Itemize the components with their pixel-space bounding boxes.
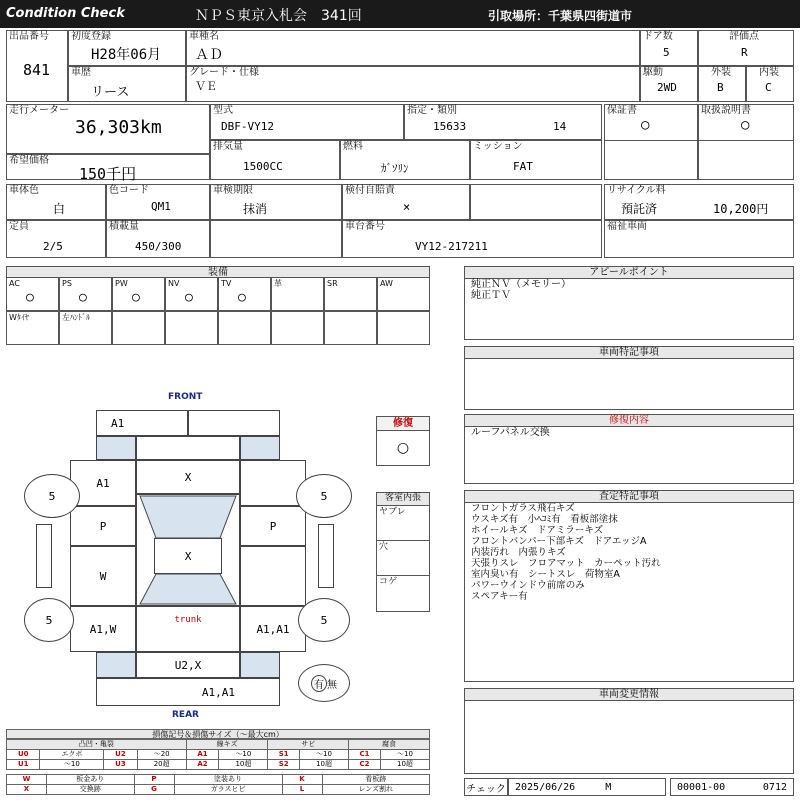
cabin-item: 穴 [377,541,429,576]
mileage-cell [6,104,210,154]
inspection-line: 室内臭い有 シートスレ 荷物室A [471,569,620,580]
trans-cell [470,140,602,180]
repair-value: ○ [396,440,410,456]
chassis-cell [342,220,602,258]
model-cell [186,30,640,66]
doors-value: 5 [663,46,670,59]
equip-cell [59,277,112,311]
auction-name: ＮＰＳ東京入札会 341回 [195,8,362,24]
cabin-title: 客室内張 [377,493,429,506]
drive-value: 2WD [657,81,677,94]
special-title: 車両特記事項 [465,347,793,359]
footer-num: 0712 [762,781,787,793]
ccode-cell [106,184,210,220]
equip-row-1 [6,277,430,311]
fuel-label: 燃料 [343,141,363,152]
footer-code [670,778,794,796]
int-label: 内装 [759,67,779,78]
equip-cell [165,277,218,311]
inspection-line: 内装汚れ 内張りキズ [471,547,566,558]
legend-row: X 交換跡 G ガラスヒビ L レンズ割れ [7,785,430,795]
equip-value: ○ [79,290,87,305]
legend-row: U1 〜10 U3 20超 A2 10超 S2 10超 C2 10超 [7,760,430,770]
type-value: DBF-VY12 [221,120,274,133]
equip-key: PW [115,279,128,288]
spare-no: 無 [327,679,337,691]
equip-cell [112,311,165,345]
right-front-door: P [240,506,306,546]
insure-label: 検付自賠責 [345,185,395,196]
inspect-label: 車検期限 [213,185,253,196]
color-cell [6,184,106,220]
tire-front-right: 5 [296,474,352,518]
recycle-status: 預託済 [621,202,658,216]
warranty-label: 保証書 [607,105,637,116]
left-front-door: P [70,506,136,546]
history-label: 車歴 [71,67,91,78]
manual-cell [698,104,794,180]
footer-mark: M [605,781,612,793]
inspection-line: フロントバンパー下部キズ ドアエッジA [471,536,647,547]
cert-label: 指定・類別 [407,105,457,116]
appeal-title: アピールポイント [465,267,793,279]
legend-row: U0 エクボ U2 〜20 A1 〜10 S1 〜10 C1 〜10 [7,750,430,760]
fuel-cell [340,140,470,180]
equipment-grid [6,277,430,345]
footer-date [508,778,666,796]
trans-label: ミッション [473,141,523,152]
price-value: 150千円 [79,165,137,183]
doors-cell [640,30,698,66]
load-cell [106,220,210,258]
drive-label: 駆動 [643,67,663,78]
cert-value-2: 14 [553,120,567,133]
spare-tire-indicator [298,664,350,702]
tire-front-left: 5 [24,474,80,518]
recycle-cell [604,184,794,220]
history-value: リース [91,85,130,100]
load-label: 積載量 [109,221,139,232]
price-label: 希望価格 [9,155,49,166]
equip-key: NV [168,279,180,288]
model-value: ＡＤ [195,47,223,63]
drive-cell [640,66,698,102]
left-rear-door: W [70,546,136,606]
rear-bumper: A1,A1 [96,678,280,706]
equip-cell [6,277,59,311]
repair-detail-box [464,414,794,484]
manual-label: 取扱説明書 [701,105,751,116]
inspection-line: ウスキズ有 小ﾍｺﾐ有 看板部塗抹 [471,514,618,525]
score-value: R [741,46,748,59]
ext-cell [698,66,746,102]
tire-rear-right: 5 [298,598,350,642]
equip-cell [59,311,112,345]
warranty-value: ○ [641,117,650,133]
front-panel [136,436,240,460]
insure-value: × [403,200,411,214]
footer-check: チェック [464,778,508,796]
score-label: 評価点 [729,31,759,42]
inspection-line: 天張りスレ フロアマット カーペット汚れ [471,558,661,569]
capacity-label: 定員 [9,221,29,232]
cert-value-1: 15633 [433,120,467,133]
equip-cell [218,311,271,345]
changes-title: 車両変更情報 [465,689,793,701]
equip-key: AC [9,279,20,288]
disp-label: 排気量 [213,141,243,152]
legend-table [6,739,430,770]
capacity-value: 2/5 [43,240,63,253]
inspect-value: 抹消 [243,202,268,216]
type-cell [210,104,404,140]
equip-cell [377,277,430,311]
left-mirror [36,524,52,588]
load-value: 450/300 [135,240,182,253]
inspection-line: パワーウインドウ前席のみ [471,580,585,591]
chassis-label: 車台番号 [345,221,385,232]
hood: X [136,460,240,494]
repair-detail-title: 修復内容 [465,415,793,427]
equip-row-2 [6,311,430,345]
equip-cell [165,311,218,345]
score-cell [698,30,794,66]
right-taillight [240,652,280,678]
spare-yes: 有 [311,675,327,692]
ccode-label: 色コード [109,185,149,196]
trunk-label: trunk [174,615,202,625]
equip-value: ○ [132,290,140,305]
equip-key: 左ﾊﾝﾄﾞﾙ [62,313,90,322]
cert-cell [404,104,602,140]
first-reg-value: H28年06月 [91,47,162,63]
legend-title: 損傷記号＆損傷サイズ（〜最大cm） [6,729,430,739]
footer-code-value: 00001-00 [677,781,726,793]
appeal-line: 純正ＴＶ [471,290,511,301]
equip-cell [271,311,324,345]
cabin-item: ヤブレ [377,506,429,541]
color-label: 車体色 [9,185,39,196]
recycle-fee: 10,200円 [713,202,769,216]
changes-box [464,688,794,774]
blank-cell-2 [210,220,342,258]
mileage-label: 走行メーター [9,105,69,116]
int-value: C [765,81,772,94]
legend-table-2 [6,774,430,795]
equip-key: AW [380,279,393,288]
equip-cell [324,311,377,345]
first-reg-label: 初度登録 [71,31,111,42]
chassis-value: VY12-217211 [415,240,488,253]
equip-key: PS [62,279,72,288]
history-cell [68,66,186,102]
equip-value: ○ [238,290,246,305]
special-box [464,346,794,410]
recycle-label: リサイクル料 [607,185,666,196]
front-bumper-right [188,410,280,436]
equip-key: SR [327,279,338,288]
manual-value: ○ [741,117,750,133]
inspection-line: スペアキー有 [471,591,528,602]
tire-rear-left: 5 [24,598,74,642]
equip-cell [218,277,271,311]
disp-value: 1500CC [243,160,283,173]
inspect-cell [210,184,342,220]
ext-value: B [717,81,724,94]
blank-cell-1 [470,184,602,220]
inspection-box [464,490,794,682]
legend-header-row: 凸凹・亀裂 線キズ サビ 腐食 [7,740,430,750]
right-rear-door [240,546,306,606]
lot-label: 出品番号 [9,31,49,42]
equip-cell [271,277,324,311]
welfare-label: 福祉車両 [607,221,647,232]
appeal-line: 純正ＮＶ（メモリー） [471,279,571,290]
equip-value: ○ [185,290,193,305]
equip-cell [112,277,165,311]
trunk [136,606,240,652]
inspection-line: ホイールキズ ドアミラーキズ [471,525,604,536]
footer-date-value: 2025/06/26 [515,781,576,793]
rear-label: REAR [172,710,199,720]
legend-row: W 板金あり P 塗装あり K 看板跡 [7,775,430,785]
price-cell [6,154,210,183]
equipment-title: 装備 [6,266,430,278]
right-headlight [240,436,280,460]
grade-label: グレード・仕様 [189,67,259,78]
inspection-line: フロントガラス飛石キズ [471,503,575,514]
welfare-cell [604,220,794,258]
pickup-location: 引取場所：千葉県四街道市 [488,9,633,23]
equip-key: 革 [274,279,282,288]
ccode-value: QM1 [151,200,171,213]
grade-value: ＶＥ [195,80,217,93]
right-mirror [318,524,334,588]
equip-cell [6,311,59,345]
insure-cell [342,184,470,220]
grade-cell [186,66,640,102]
capacity-cell [6,220,106,258]
left-taillight [96,652,136,678]
equip-key: TV [221,279,232,288]
type-label: 型式 [213,105,233,116]
trans-value: FAT [513,160,533,173]
left-rear-quarter: A1,W [70,606,136,652]
equip-key: Wﾀｲﾔ [9,313,29,322]
equip-cell [324,277,377,311]
warranty-divider [604,140,794,141]
front-bumper: A1 [96,410,188,436]
int-cell [746,66,794,102]
ext-label: 外装 [711,67,731,78]
disp-cell [210,140,340,180]
repair-box [376,416,430,466]
equip-cell [377,311,430,345]
lot-number: 841 [23,61,51,79]
first-reg-cell [68,30,186,66]
lot-cell [6,30,68,102]
roof: X [154,538,222,574]
mileage-value: 36,303km [75,117,162,138]
inspection-title: 査定特記事項 [465,491,793,503]
cabin-box [376,492,430,612]
fuel-value: ｶﾞｿﾘﾝ [381,162,409,175]
cabin-item: コゲ [379,577,398,587]
header-title: Condition Check [6,6,125,21]
warranty-cell [604,104,698,180]
front-label: FRONT [168,392,203,402]
model-label: 車種名 [189,31,219,42]
left-headlight [96,436,136,460]
right-rear-quarter: A1,A1 [240,606,306,652]
doors-label: ドア数 [643,31,673,42]
equip-value: ○ [26,290,34,305]
color-value: 白 [53,202,66,216]
left-front-fender: A1 [70,460,136,506]
appeal-box [464,266,794,340]
back-door: U2,X [136,652,240,678]
repair-detail-line: ルーフパネル交換 [471,427,550,438]
repair-title: 修復 [377,417,429,431]
